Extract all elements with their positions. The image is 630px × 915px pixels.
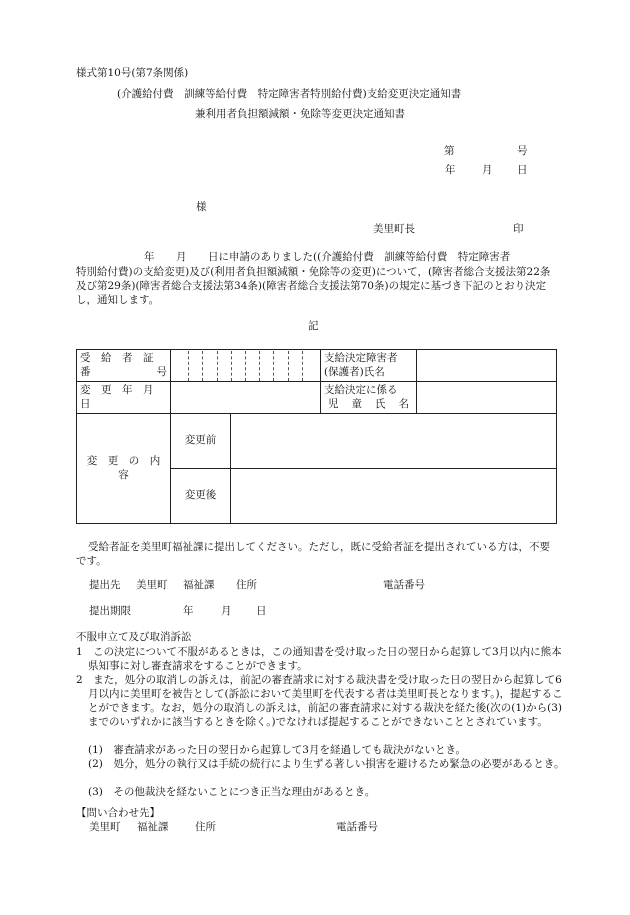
intro-first-line: 日に申請のありました((介護給付費 訓練等給付費 特定障害者 (208, 251, 511, 263)
doc-number-prefix: 第 (444, 145, 455, 157)
child-name-field[interactable] (417, 382, 557, 414)
after-label: 変更後 (171, 469, 231, 524)
intro-paragraph: 特別給付費)の支給変更)及び(利用者負担額減額・免除等の変更)について，(障害者総合支援法第22条及び第29条)(障害者総合支援法第34条)(障害者総合支援法第70条)の規定に基づき下記のとおり決定し，通知します。 (76, 266, 551, 306)
appeal-item-1: 1 この決定について不服があるときは，この通知書を受け取った日の翌日から起算して3月以内に熊本県知事に対し審査請求をすることができます。 (76, 646, 562, 672)
intro-year: 年 (144, 251, 155, 263)
contact-phone-label: 電話番号 (336, 821, 378, 833)
submit-address-label: 住所 (236, 579, 257, 591)
before-label: 変更前 (171, 414, 231, 469)
deadline-month: 月 (221, 605, 232, 617)
document-subtitle: 兼利用者負担額減額・免除等変更決定通知書 (195, 108, 405, 120)
appeal-sub-2: (2) 処分，処分の執行又は手続の続行により生ずる著しい損害を避けるため緊急の必要があるとき。 (88, 758, 565, 770)
submission-notice: 受給者証を美里町福祉課に提出してください。ただし，既に受給者証を提出されている方は，不要です。 (76, 541, 550, 567)
deadline-year: 年 (183, 605, 194, 617)
before-field[interactable] (231, 414, 557, 469)
document-title: (介護給付費 訓練等給付費 特定障害者特別給付費)支給変更決定通知書 (117, 88, 462, 100)
contact-address-label: 住所 (195, 821, 216, 833)
ki-heading: 記 (308, 320, 319, 332)
appeal-sub-1: (1) 審査請求があった日の翌日から起算して3月を経過しても裁決がないとき。 (88, 744, 467, 756)
change-date-label: 変 更 年 月 日 (77, 382, 171, 414)
contact-org: 美里町 (89, 821, 121, 833)
doc-number-suffix: 号 (517, 145, 528, 157)
appeal-sub-3: (3) その他裁決を経ないことにつき正当な理由があるとき。 (88, 786, 376, 798)
seal-mark: 印 (513, 223, 524, 235)
change-content-label: 変 更 の 内 容 (77, 414, 171, 524)
submit-dest-org: 美里町 (136, 579, 168, 591)
deadline-label: 提出期限 (89, 605, 131, 617)
issue-date-month: 月 (482, 164, 493, 176)
child-name-label: 支給決定に係る 児 童 氏 名 (321, 382, 417, 414)
recipient-number-label: 受 給 者 証 番 号 (77, 350, 171, 382)
submit-dest-label: 提出先 (89, 579, 121, 591)
appeal-item-2: 2 また，処分の取消しの訴えは，前記の審査請求に対する裁決書を受け取った日の翌日から起算して6月以内に美里町を被告として(訴訟において美里町を代表する者は美里町長となります。)，提起することができます。なお，処分の取消しの訴えは，前記の審査請求に対する裁決を経た後(次の(1)から(3)までのいずれかに該当するときを除く。)でなければ提起することができないこととされています。 (76, 674, 563, 728)
guardian-name-label: 支給決定障害者 (保護者)氏名 (321, 350, 417, 382)
issue-date-year: 年 (445, 164, 456, 176)
recipient-number-field[interactable] (171, 350, 321, 382)
appeal-heading: 不服申立て及び取消訴訟 (76, 631, 192, 643)
change-form-table (76, 349, 557, 524)
deadline-day: 日 (256, 605, 267, 617)
after-field[interactable] (231, 469, 557, 524)
contact-heading: 【問い合わせ先】 (76, 807, 160, 819)
submit-dest-dept: 福祉課 (183, 579, 215, 591)
issue-date-day: 日 (517, 164, 528, 176)
contact-dept: 福祉課 (137, 821, 169, 833)
issuer-name: 美里町長 (373, 223, 415, 235)
change-date-field[interactable] (171, 382, 321, 414)
guardian-name-field[interactable] (417, 350, 557, 382)
intro-month: 月 (176, 251, 187, 263)
submit-phone-label: 電話番号 (383, 579, 425, 591)
addressee-suffix: 様 (196, 201, 207, 213)
form-number: 様式第10号(第7条関係) (76, 67, 189, 79)
